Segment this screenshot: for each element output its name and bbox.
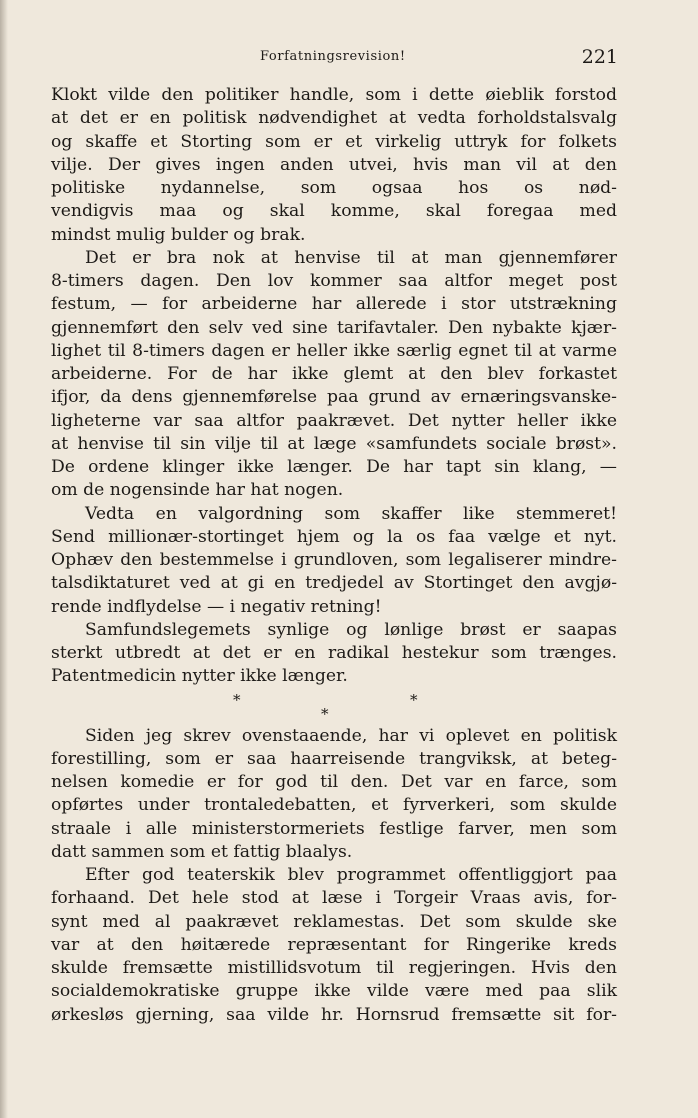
- text-line: ørkesløs gjerning, saa vilde hr. Hornsrud fremsætte sit for-: [51, 1004, 617, 1025]
- text-line: talsdiktaturet ved at gi en tredjedel av Stortinget den avgjø-: [51, 573, 617, 594]
- text-line: vilje. Der gives ingen anden utvei, hvis man vil at den: [51, 154, 617, 175]
- text-line: forhaand. Det hele stod at læse i Torgeir Vraas avis, for-: [51, 888, 617, 909]
- text-line: sterkt utbredt at det er en radikal hestekur som trænges.: [51, 643, 617, 663]
- text-line: 8-timers dagen. Den lov kommer saa altfor meget post: [51, 271, 617, 291]
- text-line: forestilling, som er saa haarreisende trangviksk, at beteg-: [51, 748, 617, 769]
- text-line: ligheterne var saa altfor paakrævet. Det nytter heller ikke: [51, 410, 617, 431]
- text-line: arbeiderne. For de har ikke glemt at den blev forkastet: [51, 364, 617, 384]
- text-line: Vedta en valgordning som skaffer like stemmeret!: [85, 503, 617, 524]
- text-line: Det er bra nok at henvise til at man gjennemfører: [85, 247, 617, 268]
- paragraph: [51, 84, 617, 247]
- text-line: Klokt vilde den politiker handle, som i dette øieblik forstod: [51, 85, 617, 105]
- text-line: rende indflydelse — i negativ retning!: [51, 596, 382, 617]
- text-line: opførtes under trontaledebatten, et fyrverkeri, som skulde: [51, 795, 617, 816]
- text-line: at henvise til sin vilje til at læge «samfundets sociale brøst».: [51, 433, 617, 454]
- text-line: ifjor, da dens gjennemførelse paa grund av ernæringsvanske-: [51, 387, 617, 408]
- paragraph: [51, 725, 617, 865]
- text-line: var at den høitærede repræsentant for Ringerike kreds: [51, 934, 617, 955]
- text-line: socialdemokratiske gruppe ikke vilde være med paa slik: [51, 981, 617, 1002]
- text-line: Efter god teaterskik blev programmet offentliggjort paa: [85, 865, 617, 885]
- text-line: skulde fremsætte mistillidsvotum til regjeringen. Hvis den: [51, 958, 617, 978]
- text-line: festum, — for arbeiderne har allerede i stor utstrækning: [51, 294, 617, 315]
- page-number: 221: [581, 46, 618, 68]
- text-line: datt sammen som et fattig blaalys.: [51, 841, 353, 862]
- paragraph: [51, 503, 617, 619]
- text-line: om de nogensinde har hat nogen.: [51, 480, 344, 501]
- text-line: nelsen komedie er for god til den. Det var en farce, som: [51, 772, 617, 792]
- page-edge-shadow: [0, 0, 8, 1118]
- text-line: Send millionær-stortinget hjem og la os faa vælge et nyt.: [51, 526, 617, 547]
- text-line: straale i alle ministerstormeriets festlige farver, men som: [51, 818, 617, 839]
- text-line: vendigvis maa og skal komme, skal foregaa med: [51, 201, 617, 222]
- text-line: lighet til 8-timers dagen er heller ikke særlig egnet til at varme: [51, 340, 617, 361]
- section-break: [51, 689, 617, 725]
- text-line: gjennemført den selv ved sine tarifavtaler. Den nybakte kjær-: [51, 317, 617, 338]
- paragraph: [51, 619, 617, 689]
- text-line: synt med al paakrævet reklamestas. Det som skulde ske: [51, 911, 617, 932]
- paragraph: [51, 864, 617, 1027]
- text-line: Patentmedicin nytter ikke længer.: [51, 666, 348, 687]
- text-line: De ordene klinger ikke længer. De har tapt sin klang, —: [51, 457, 617, 477]
- page-header: [52, 46, 618, 72]
- paragraph: [51, 247, 617, 503]
- text-line: Siden jeg skrev ovenstaaende, har vi oplevet en politisk: [85, 725, 617, 746]
- text-line: politiske nydannelse, som ogsaa hos os nød-: [51, 178, 617, 198]
- text-line: mindst mulig bulder og brak.: [51, 224, 306, 245]
- text-line: og skaffe et Storting som er et virkelig uttryk for folkets: [51, 131, 617, 152]
- asterisk: *: [321, 704, 329, 723]
- running-title: Forfatningsrevision!: [260, 49, 406, 64]
- body-text: [51, 84, 617, 1027]
- text-line: Ophæv den bestemmelse i grundloven, som legaliserer mindre-: [51, 550, 617, 570]
- asterisk: *: [233, 690, 241, 709]
- text-line: at det er en politisk nødvendighet at vedta forholdstalsvalg: [51, 108, 617, 129]
- text-line: Samfundslegemets synlige og lønlige brøst er saapas: [85, 619, 617, 640]
- asterisk: *: [410, 690, 418, 709]
